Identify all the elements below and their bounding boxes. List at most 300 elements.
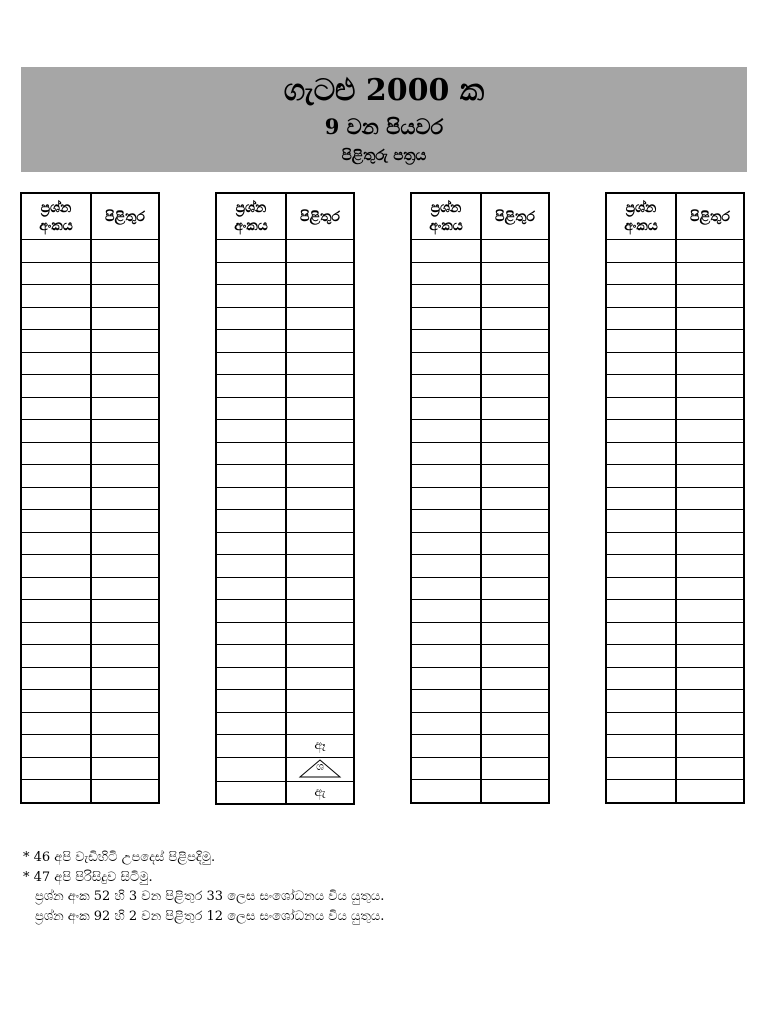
answer-cell[interactable] [286,712,354,735]
question-number-cell[interactable] [21,690,91,713]
answer-cell[interactable] [481,397,549,420]
table-row [21,645,159,668]
answer-cell[interactable] [481,510,549,533]
table-row [606,420,744,443]
table-row [606,667,744,690]
table-row [21,330,159,353]
question-number-cell[interactable] [216,487,286,510]
answer-cell[interactable] [91,555,159,578]
answer-cell[interactable] [91,397,159,420]
table-row [21,487,159,510]
answer-cell[interactable] [286,285,354,308]
table-row [411,375,549,398]
table-row [411,330,549,353]
table-row [216,352,354,375]
question-number-cell[interactable] [21,307,91,330]
table-row [606,307,744,330]
question-number-cell[interactable] [411,712,481,735]
question-number-cell[interactable] [21,667,91,690]
question-number-cell[interactable] [606,465,676,488]
notes [23,848,384,926]
question-number-cell[interactable] [411,555,481,578]
answer-cell[interactable] [676,667,744,690]
answer-cell[interactable] [481,622,549,645]
question-number-cell[interactable] [411,600,481,623]
answer-cell[interactable] [481,420,549,443]
answer-cell[interactable] [91,307,159,330]
table-row [411,667,549,690]
question-number-cell[interactable] [216,690,286,713]
table-row [21,262,159,285]
answer-cell[interactable] [481,780,549,803]
table-row [216,577,354,600]
answer-cell[interactable] [481,307,549,330]
question-number-cell[interactable] [606,442,676,465]
table-row [216,712,354,735]
question-number-cell[interactable] [21,240,91,263]
answer-cell[interactable] [481,262,549,285]
table-row [606,735,744,758]
answer-cell[interactable] [481,352,549,375]
answer-cell[interactable] [676,757,744,780]
answer-cell[interactable] [676,240,744,263]
table-row [411,712,549,735]
table-row [216,690,354,713]
question-number-cell[interactable] [606,510,676,533]
answer-cell[interactable] [286,487,354,510]
table-row [411,285,549,308]
table-row [411,757,549,780]
question-number-cell[interactable] [411,690,481,713]
answer-cell[interactable] [286,757,354,781]
question-number-cell[interactable] [21,757,91,780]
answer-cell[interactable] [481,487,549,510]
answer-cell[interactable] [91,712,159,735]
triangle-mark [298,758,342,778]
answer-cell[interactable] [91,442,159,465]
answer-cell[interactable] [676,645,744,668]
note-item: ප්‍රශ්න අංක 92 හි 2 වන පිළිතුර 12 ලෙස සංශෝධනය විය යුතුය. [35,908,385,924]
question-number-cell[interactable] [411,352,481,375]
answer-header: පිළිතුර [481,193,549,240]
question-number-cell[interactable] [216,735,286,758]
question-number-cell[interactable] [411,442,481,465]
answer-cell[interactable] [91,645,159,668]
answer-cell[interactable] [91,757,159,780]
answer-cell[interactable] [286,600,354,623]
table-row [411,510,549,533]
question-number-cell[interactable] [606,285,676,308]
table-row [606,712,744,735]
question-number-cell[interactable] [606,352,676,375]
question-number-cell[interactable] [411,465,481,488]
table-row [216,645,354,668]
answer-cell[interactable] [91,352,159,375]
answer-cell[interactable] [676,510,744,533]
sheet-name: පිළිතුරු පත්‍රය [341,146,427,164]
answer-cell[interactable] [286,352,354,375]
table-row [21,712,159,735]
answer-cell[interactable] [676,532,744,555]
table-row [21,465,159,488]
question-number-cell[interactable] [21,375,91,398]
question-number-cell[interactable] [216,712,286,735]
mark-middle: ශ [316,759,324,773]
question-number-cell[interactable] [216,622,286,645]
table-row [411,735,549,758]
table-row [216,240,354,263]
table-row [606,780,744,803]
table-row [216,781,354,804]
question-number-cell[interactable] [216,352,286,375]
answer-cell[interactable] [676,465,744,488]
answer-cell[interactable] [91,532,159,555]
table-row [21,307,159,330]
table-row [411,465,549,488]
answer-cell[interactable] [286,667,354,690]
question-number-cell[interactable] [21,352,91,375]
answer-cell[interactable] [91,465,159,488]
answer-cell[interactable] [481,600,549,623]
answer-cell[interactable] [481,712,549,735]
table-row [606,555,744,578]
answer-cell[interactable] [286,532,354,555]
question-number-cell[interactable] [606,600,676,623]
question-number-cell[interactable] [216,285,286,308]
question-number-cell[interactable] [411,757,481,780]
question-number-cell[interactable] [21,780,91,803]
question-number-cell[interactable] [216,510,286,533]
answer-cell[interactable] [481,667,549,690]
question-number-cell[interactable] [411,577,481,600]
table-row [216,667,354,690]
table-row [606,442,744,465]
table-row [411,780,549,803]
question-number-cell[interactable] [606,622,676,645]
question-number-cell[interactable] [606,330,676,353]
table-row [21,600,159,623]
table-row [216,757,354,781]
answer-cell[interactable] [481,532,549,555]
table-row [606,240,744,263]
table-row [21,442,159,465]
table-row [216,330,354,353]
question-number-cell[interactable] [21,735,91,758]
answer-cell[interactable] [91,780,159,803]
table-row [21,555,159,578]
answer-cell[interactable] [286,622,354,645]
question-number-cell[interactable] [216,577,286,600]
question-number-cell[interactable] [606,577,676,600]
answer-cell[interactable] [676,690,744,713]
question-number-cell[interactable] [21,420,91,443]
table-row [21,285,159,308]
table-row [411,307,549,330]
question-number-cell[interactable] [21,555,91,578]
answer-cell[interactable] [481,330,549,353]
question-number-cell[interactable] [21,600,91,623]
table-row [216,487,354,510]
question-number-cell[interactable] [21,577,91,600]
table-row [411,600,549,623]
question-number-cell[interactable] [411,375,481,398]
table-row [21,240,159,263]
answer-cell[interactable] [676,555,744,578]
question-number-cell[interactable] [606,757,676,780]
answer-cell[interactable] [286,442,354,465]
question-number-cell[interactable] [411,735,481,758]
question-number-cell[interactable] [216,397,286,420]
table-row [216,285,354,308]
question-number-cell[interactable] [606,375,676,398]
answer-cell[interactable] [91,330,159,353]
table-row [411,487,549,510]
question-number-cell[interactable] [606,240,676,263]
table-row [216,510,354,533]
question-number-cell[interactable] [216,532,286,555]
question-number-cell[interactable] [216,420,286,443]
table-row [606,465,744,488]
answer-cell[interactable] [286,735,354,758]
table-row [21,735,159,758]
answer-table-4 [605,192,745,804]
answer-cell[interactable] [676,285,744,308]
question-number-cell[interactable] [411,240,481,263]
table-row [606,645,744,668]
question-number-cell[interactable] [21,397,91,420]
answer-cell[interactable] [91,510,159,533]
question-number-cell[interactable] [216,645,286,668]
answer-cell[interactable] [286,781,354,804]
note-item: ප්‍රශ්න අංක 52 හි 3 වන පිළිතුර 33 ලෙස සංශෝධනය විය යුතුය. [35,889,385,904]
answer-cell[interactable] [286,330,354,353]
question-number-cell[interactable] [606,420,676,443]
question-number-cell[interactable] [21,442,91,465]
answer-cell[interactable] [481,645,549,668]
question-number-cell[interactable] [411,532,481,555]
question-number-cell[interactable] [21,622,91,645]
answer-cell[interactable] [481,577,549,600]
header-banner [21,67,747,172]
answer-cell[interactable] [676,735,744,758]
answer-cell[interactable] [286,240,354,263]
question-number-cell[interactable] [216,375,286,398]
question-number-cell[interactable] [411,667,481,690]
table-row [411,577,549,600]
question-number-cell[interactable] [411,285,481,308]
answer-cell[interactable] [91,487,159,510]
question-number-cell[interactable] [21,712,91,735]
answer-cell[interactable] [481,757,549,780]
answer-cell[interactable] [676,712,744,735]
question-number-cell[interactable] [21,487,91,510]
answer-cell[interactable] [286,375,354,398]
table-row [216,397,354,420]
answer-cell[interactable] [676,600,744,623]
mark-top: ඈ [314,738,326,754]
question-number-cell[interactable] [216,757,286,781]
table-row [21,577,159,600]
table-row [21,397,159,420]
question-number-header: ප්‍රශ්න අංකය [606,193,676,240]
answer-cell[interactable] [91,735,159,758]
answer-cell[interactable] [91,285,159,308]
answer-cell[interactable] [481,735,549,758]
answer-cell[interactable] [676,622,744,645]
question-number-cell[interactable] [216,330,286,353]
answer-cell[interactable] [286,555,354,578]
table-row [21,780,159,803]
question-number-cell[interactable] [216,667,286,690]
question-number-cell[interactable] [216,465,286,488]
answer-cell[interactable] [481,285,549,308]
question-number-cell[interactable] [606,645,676,668]
question-number-cell[interactable] [606,532,676,555]
table-row [216,420,354,443]
answer-cell[interactable] [676,487,744,510]
answer-cell[interactable] [481,375,549,398]
answer-cell[interactable] [91,262,159,285]
table-row [606,622,744,645]
question-number-cell[interactable] [606,307,676,330]
answer-cell[interactable] [91,420,159,443]
question-number-cell[interactable] [216,262,286,285]
answer-cell[interactable] [286,262,354,285]
question-number-cell[interactable] [21,285,91,308]
answer-cell[interactable] [676,442,744,465]
answer-header: පිළිතුර [91,193,159,240]
answer-cell[interactable] [286,510,354,533]
table-row [606,397,744,420]
question-number-cell[interactable] [411,510,481,533]
answer-cell[interactable] [676,375,744,398]
answer-cell[interactable] [286,577,354,600]
question-number-cell[interactable] [606,712,676,735]
question-number-cell[interactable] [606,780,676,803]
table-row [606,690,744,713]
answer-header: පිළිතුර [676,193,744,240]
question-number-cell[interactable] [21,510,91,533]
answer-cell[interactable] [676,420,744,443]
answer-cell[interactable] [91,667,159,690]
table-row [216,555,354,578]
question-number-cell[interactable] [21,330,91,353]
table-row [411,420,549,443]
question-number-cell[interactable] [606,667,676,690]
question-number-cell[interactable] [216,555,286,578]
answer-cell[interactable] [286,690,354,713]
answer-header: පිළිතුර [286,193,354,240]
answer-cell[interactable] [676,307,744,330]
question-number-header: ප්‍රශ්න අංකය [21,193,91,240]
question-number-cell[interactable] [21,532,91,555]
table-row [606,262,744,285]
table-row [21,420,159,443]
note-item: * 46 අපි වැඩිහිටි උපදෙස් පිළිපදිමු. [23,850,216,865]
answer-cell[interactable] [676,397,744,420]
table-row [216,465,354,488]
answer-cell[interactable] [481,240,549,263]
question-number-cell[interactable] [411,780,481,803]
answer-cell[interactable] [91,375,159,398]
question-number-cell[interactable] [411,307,481,330]
question-number-cell[interactable] [216,781,286,804]
question-number-cell[interactable] [606,262,676,285]
answer-table-2 [215,192,355,805]
answer-cell[interactable] [91,690,159,713]
table-row [21,532,159,555]
table-row [606,487,744,510]
table-row [411,352,549,375]
question-number-cell[interactable] [21,262,91,285]
answer-cell[interactable] [481,555,549,578]
answer-cell[interactable] [676,262,744,285]
table-row [606,577,744,600]
question-number-cell[interactable] [411,262,481,285]
question-number-cell[interactable] [606,735,676,758]
answer-cell[interactable] [91,622,159,645]
question-number-cell[interactable] [606,397,676,420]
answer-cell[interactable] [676,577,744,600]
answer-cell[interactable] [91,600,159,623]
question-number-cell[interactable] [606,555,676,578]
answer-cell[interactable] [91,577,159,600]
answer-cell[interactable] [676,780,744,803]
question-number-cell[interactable] [21,645,91,668]
table-row [216,532,354,555]
question-number-cell[interactable] [216,240,286,263]
question-number-cell[interactable] [21,465,91,488]
table-row [216,735,354,758]
question-number-cell[interactable] [216,442,286,465]
answer-cell[interactable] [286,645,354,668]
table-row [21,510,159,533]
answer-cell[interactable] [286,465,354,488]
table-row [411,442,549,465]
answer-cell[interactable] [286,420,354,443]
question-number-cell[interactable] [411,330,481,353]
question-number-cell[interactable] [411,420,481,443]
table-row [411,240,549,263]
answer-cell[interactable] [286,307,354,330]
answer-cell[interactable] [481,690,549,713]
question-number-cell[interactable] [606,690,676,713]
question-number-cell[interactable] [606,487,676,510]
table-row [216,262,354,285]
question-number-cell[interactable] [216,600,286,623]
question-number-cell[interactable] [411,487,481,510]
answer-cell[interactable] [481,465,549,488]
question-number-cell[interactable] [216,307,286,330]
mark-bottom: ඇ [314,784,326,800]
table-row [216,307,354,330]
table-row [411,555,549,578]
table-row [411,532,549,555]
answer-cell[interactable] [676,352,744,375]
table-row [411,622,549,645]
question-number-cell[interactable] [411,645,481,668]
question-number-header: ප්‍රශ්න අංකය [216,193,286,240]
answer-cell[interactable] [481,442,549,465]
answer-cell[interactable] [91,240,159,263]
table-row [606,330,744,353]
table-row [216,375,354,398]
question-number-cell[interactable] [411,397,481,420]
answer-cell[interactable] [286,397,354,420]
question-number-cell[interactable] [411,622,481,645]
answer-cell[interactable] [676,330,744,353]
table-row [606,510,744,533]
